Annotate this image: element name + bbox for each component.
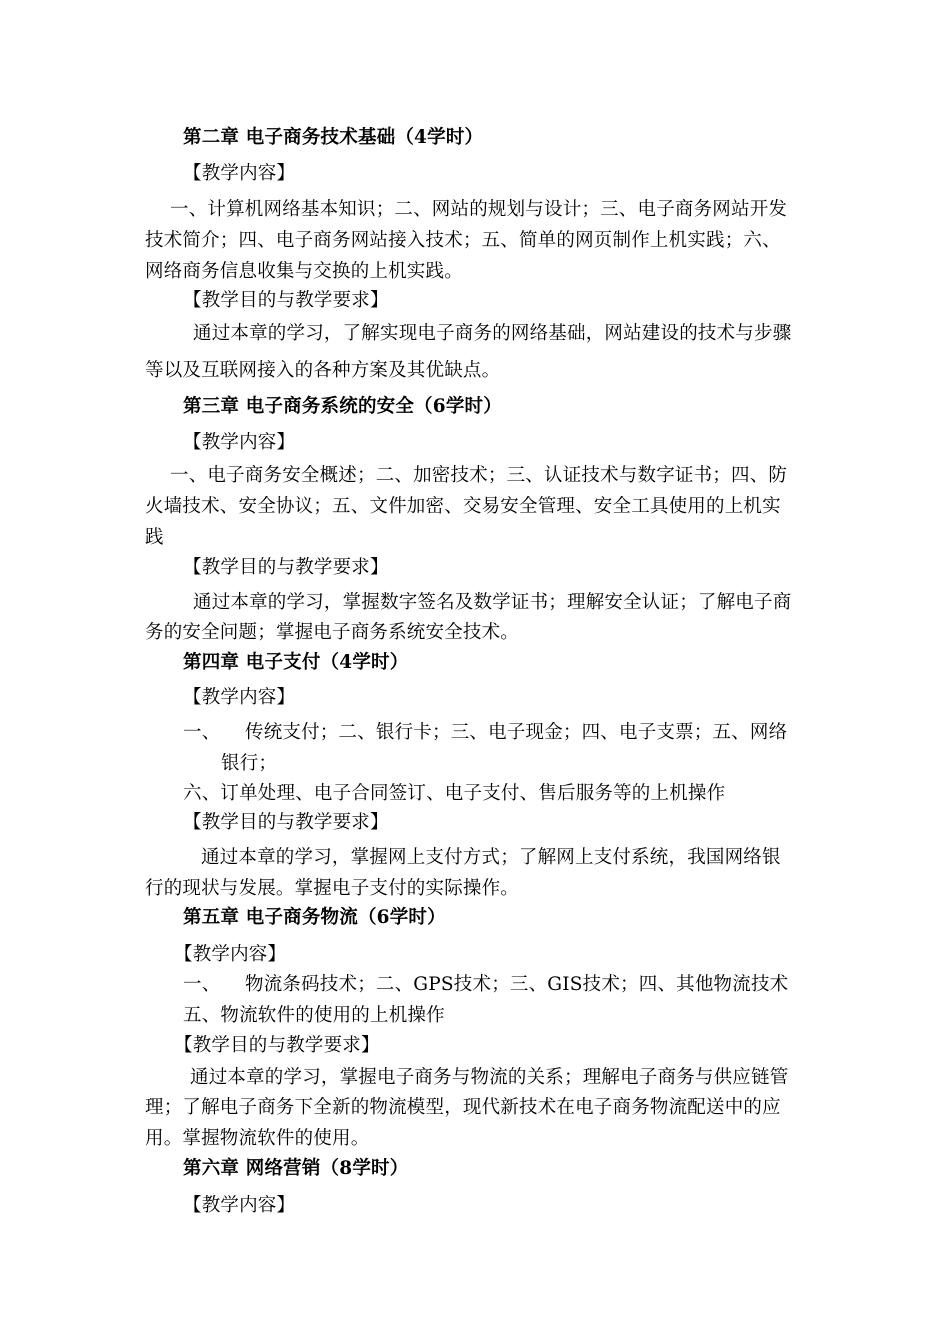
content-label: 【教学内容】 (183, 432, 296, 453)
content-label: 【教学内容】 (183, 163, 296, 184)
goal-line: 用。掌握物流软件的使用。 (145, 1128, 370, 1149)
content-line: 践 (145, 527, 164, 548)
goal-label: 【教学目的与教学要求】 (183, 290, 389, 311)
content-label: 【教学内容】 (183, 1195, 296, 1216)
content-line: 五、物流软件的使用的上机操作 (183, 1005, 445, 1026)
goal-label: 【教学目的与教学要求】 (183, 812, 389, 833)
goal-label: 【教学目的与教学要求】 (183, 557, 389, 578)
list-marker: 一、 (183, 974, 221, 995)
chapter-title: 第六章 网络营销（8学时） (183, 1158, 409, 1179)
chapter-title: 第三章 电子商务系统的安全（6学时） (183, 396, 502, 417)
chapter-title: 第二章 电子商务技术基础（4学时） (183, 127, 484, 148)
content-label: 【教学内容】 (183, 687, 296, 708)
goal-line: 等以及互联网接入的各种方案及其优缺点。 (145, 360, 501, 381)
goal-line: 行的现状与发展。掌握电子支付的实际操作。 (145, 878, 520, 899)
content-line: 银行； (221, 753, 278, 774)
goal-line: 理；了解电子商务下全新的物流模型，现代新技术在电子商务物流配送中的应 (145, 1097, 781, 1118)
content-line: 一、电子商务安全概述；二、加密技术；三、认证技术与数字证书；四、防 (170, 465, 788, 486)
content-line: 火墙技术、安全协议；五、文件加密、交易安全管理、安全工具使用的上机实 (145, 496, 781, 517)
content-line: 网络商务信息收集与交换的上机实践。 (145, 261, 463, 282)
content-line: 物流条码技术；二、GPS技术；三、GIS技术；四、其他物流技术 (245, 974, 789, 995)
goal-label: 【教学目的与教学要求】 (174, 1035, 380, 1056)
goal-line: 通过本章的学习，掌握数字签名及数学证书；理解安全认证；了解电子商 (193, 592, 792, 613)
goal-line: 通过本章的学习，掌握网上支付方式；了解网上支付系统，我国网络银 (201, 847, 781, 868)
content-line: 技术简介；四、电子商务网站接入技术；五、简单的网页制作上机实践；六、 (145, 230, 781, 251)
goal-line: 通过本章的学习，掌握电子商务与物流的关系；理解电子商务与供应链管 (190, 1067, 789, 1088)
goal-line: 务的安全问题；掌握电子商务系统安全技术。 (145, 622, 520, 643)
chapter-title: 第五章 电子商务物流（6学时） (183, 907, 446, 928)
content-label: 【教学内容】 (174, 944, 287, 965)
content-line: 六、订单处理、电子合同签订、电子支付、售后服务等的上机操作 (183, 783, 726, 804)
list-marker: 一、 (183, 722, 221, 743)
chapter-title: 第四章 电子支付（4学时） (183, 652, 409, 673)
content-line: 传统支付；二、银行卡；三、电子现金；四、电子支票；五、网络 (245, 722, 788, 743)
content-line: 一、计算机网络基本知识；二、网站的规划与设计；三、电子商务网站开发 (170, 199, 788, 220)
goal-line: 通过本章的学习，了解实现电子商务的网络基础，网站建设的技术与步骤 (193, 323, 792, 344)
